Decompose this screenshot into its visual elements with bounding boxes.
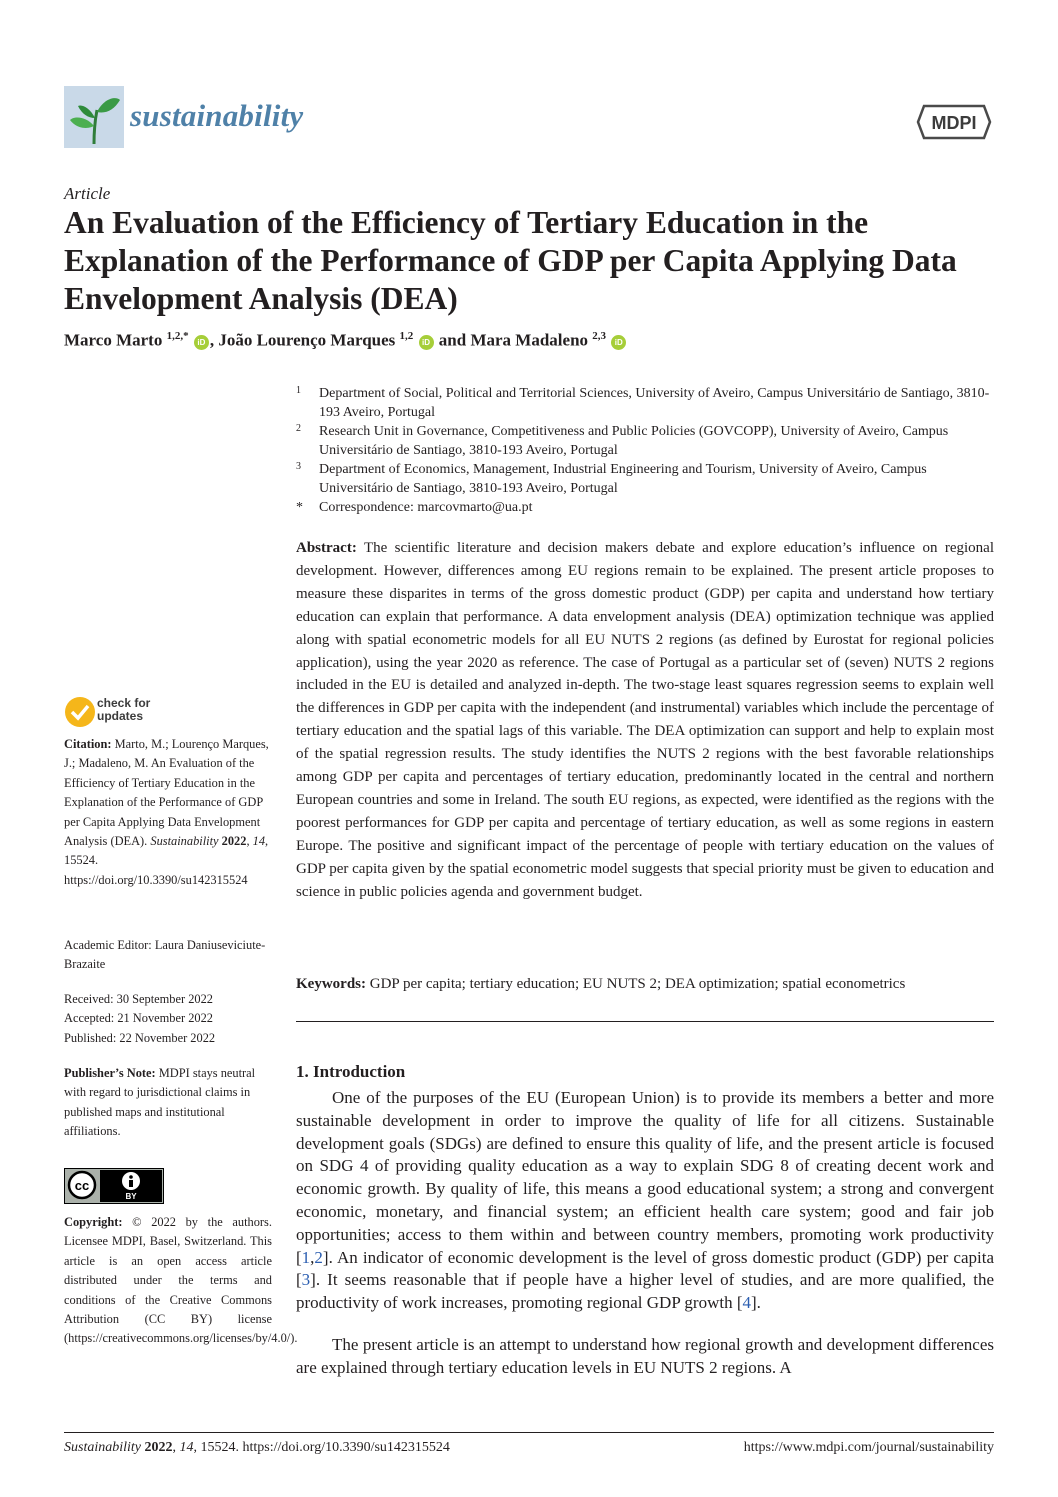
citation-label: Citation: [64,737,112,751]
affiliation-number: 3 [296,461,301,472]
publication-dates [64,990,272,1048]
correspondence-text: Correspondence: marcovmarto@ua.pt [319,500,533,515]
citation-doi[interactable]: , 15524. https://doi.org/10.3390/su142315524 [64,834,269,887]
correspondence-item [296,498,996,517]
copyright-notice [64,1213,298,1349]
orcid-icon[interactable]: iD [194,335,209,350]
keywords [296,973,994,996]
author-name[interactable]: Mara Madaleno [470,330,589,350]
paragraph-text: ]. It seems reasonable that if people have a higher level of studies, and are more qualified, the productivity of work increases, promoting regional GDP growth [ [296,1270,994,1313]
article-type: Article [64,184,111,203]
copyright-text: © 2022 by the authors. Licensee MDPI, Basel, Switzerland. This article is an open access article distributed under the terms and conditions of the Creative Commons Attribution (CC BY) license (https://creativecommons.org/licenses/by/4.0/). [64,1215,298,1346]
abstract [296,537,994,904]
svg-text:cc: cc [74,1178,90,1193]
author-name[interactable]: Marco Marto [64,330,163,350]
affiliation-number: 2 [296,423,301,434]
abstract-text: The scientific literature and decision makers debate and explore education’s influence on regional development. However, differences among EU regions remain to be explained. The present article proposes to measure these disparites in terms of the gross domestic product (GDP) per capita and understand how tertiary education can explain that performance. A data envelopment analysis (DEA) optimization technique was applied along with spatial econometric models for all EU NUTS 2 regions (as defined by Eurostat for regional policies application), using the year 2020 as reference. The case of Portugal as a particular set of (seven) NUTS 2 regions included in the EU is detailed and analyzed in-depth. The two-stage least squares regression seems to explain well the differences in GDP per capita with the independent (and instrumental) variables which include the percentage of tertiary education and the spatial lags of this variable. The DEA optimization can support and help to explain most of the spatial regression results. The study identifies the NUTS 2 regions with the best favorable relationships among GDP per capita and percentages of tertiary education, predominantly located in the central and northern European countries and some in Ireland. The south EU regions, as expected, were identified as the regions with the poorest performances for GDP per capita and percentage of tertiary education, as well as some regions in eastern Europe. The positive and significant impact of the percentage of people with tertiary education on the values of GDP per capita given by the spatial econometric model suggests that special priority must be given to education and science in public policies agenda and government budget. [296,540,994,900]
mdpi-logo [916,102,992,142]
affiliation-text: Department of Social, Political and Territorial Sciences, University of Aveiro, Campus Universitário de Santiago, 3810-193 Aveiro, Portugal [319,386,990,420]
publisher-note-text: MDPI stays neutral with regard to jurisdictional claims in published maps and institutional affiliations. [64,1066,256,1139]
citation-text: Marto, M.; Lourenço Marques, J.; Madaleno, M. An Evaluation of the Efficiency of Tertiary Education in the Explanation of the Performance of GDP per Capita Applying Data Envelopment Analysis (DEA). [64,737,269,849]
leaf-plant-icon [64,86,124,148]
affiliations [296,384,996,517]
citation-link[interactable]: 4 [742,1293,751,1313]
cc-by-label: BY [125,1192,137,1201]
author-affiliation-marks: 2,3 [592,330,607,342]
paragraph-text: The present article is an attempt to understand how regional growth and development differences are explained through tertiary education levels in EU NUTS 2 regions. A [296,1335,994,1377]
cc-by-license-icon[interactable] [64,1168,164,1204]
orcid-icon[interactable]: iD [611,335,626,350]
journal-name: sustainability [130,98,304,133]
affiliation-item [296,422,996,460]
author-separator: , [209,330,219,350]
citation-journal: Sustainability [150,834,219,849]
received-date: Received: 30 September 2022 [64,992,213,1006]
citation-link[interactable]: 2 [314,1247,323,1267]
correspondence-mark: * [296,500,303,515]
check-line: updates [97,709,144,723]
publisher-note [64,1064,272,1142]
footer-volume: 14 [179,1440,194,1455]
author-list [64,330,627,351]
check-for-updates-label[interactable] [97,697,150,723]
academic-editor: Academic Editor: Laura Daniuseviciute-Brazaite [64,938,266,972]
section-heading: 1. Introduction [296,1062,406,1081]
paragraph-text: One of the purposes of the EU (European Union) is to provide its members a better and more sustainable development in order to improve the quality of life for all citizens. Sustainable development goals (SDGs) are defined to ensure this quality of life, and the present article is focused on SDG 4 of providing quality education as a way to explain SDG 8 of creating decent work and economic growth. By quality of life, this means a good educational system; a strong and convergent economic, monetary, and financial system; an efficient health care system; good and fair job opportunities; access to them within and between country members, promoting work productivity [ [296,1088,994,1267]
paragraph-text: ]. [750,1293,761,1313]
published-date: Published: 22 November 2022 [64,1030,216,1045]
footer-doi[interactable]: , 15524. https://doi.org/10.3390/su142315524 [193,1440,450,1455]
affiliation-text: Research Unit in Governance, Competitiveness and Public Policies (GOVCOPP), University of Aveiro, Campus Universitário de Santiago, 3810-193 Aveiro, Portugal [319,424,949,458]
paragraph-text: ]. An indicator of economic development is the level of gross domestic product (GDP) per capita [ [296,1247,994,1290]
publisher-name: MDPI [931,113,977,133]
citation-year: 2022 [221,834,247,849]
check-line: check for [97,696,151,710]
footer-citation: Sustainability 2022, 14, 15524. https://doi.org/10.3390/su142315524 [64,1440,450,1455]
accepted-date: Accepted: 21 November 2022 [64,1011,213,1026]
author-name[interactable]: João Lourenço Marques [218,330,396,350]
article-title: An Evaluation of the Efficiency of Tertiary Education in the Explanation of the Performance of GDP per Capita Applying Data Envelopment Analysis (DEA) [64,205,957,316]
affiliation-text: Department of Economics, Management, Industrial Engineering and Tourism, University of Aveiro, Campus Universitário de Santiago, 3810-193 Aveiro, Portugal [319,462,927,496]
section-divider [296,1021,994,1022]
intro-paragraph [296,1334,994,1380]
citation-separator: , [310,1247,315,1267]
citation-volume: 14 [252,834,266,849]
citation-link[interactable]: 3 [301,1270,311,1290]
publisher-note-label: Publisher’s Note: [64,1066,156,1080]
footer-rule [64,1432,994,1433]
citation-block: Citation: Marto, M.; Lourenço Marques, J.; Madaleno, M. An Evaluation of the Efficiency of Tertiary Education in the Explanation of the Performance of GDP per Capita Applying Data Envelopment Analysis (DEA). Sustainability 2022, 14, 15524. https://doi.org/10.3390/su142315524 [64,737,269,887]
affiliation-number: 1 [296,385,301,396]
footer-journal-url[interactable]: https://www.mdpi.com/journal/sustainability [743,1440,994,1455]
intro-paragraph [296,1087,994,1315]
keywords-label: Keywords: [296,976,366,992]
author-affiliation-marks: 1,2,* [166,330,189,342]
footer-year: 2022 [144,1440,173,1455]
keywords-text: GDP per capita; tertiary education; EU NUTS 2; DEA optimization; spatial econometrics [369,976,906,992]
abstract-label: Abstract: [296,540,357,556]
footer-journal: Sustainability [64,1440,141,1455]
author-separator: and [434,330,471,350]
copyright-label: Copyright: [64,1215,123,1229]
affiliation-item [296,384,996,422]
affiliation-item [296,460,996,498]
author-affiliation-marks: 1,2 [399,330,414,342]
orcid-icon[interactable]: iD [419,335,434,350]
citation-link[interactable]: 1 [301,1247,311,1267]
